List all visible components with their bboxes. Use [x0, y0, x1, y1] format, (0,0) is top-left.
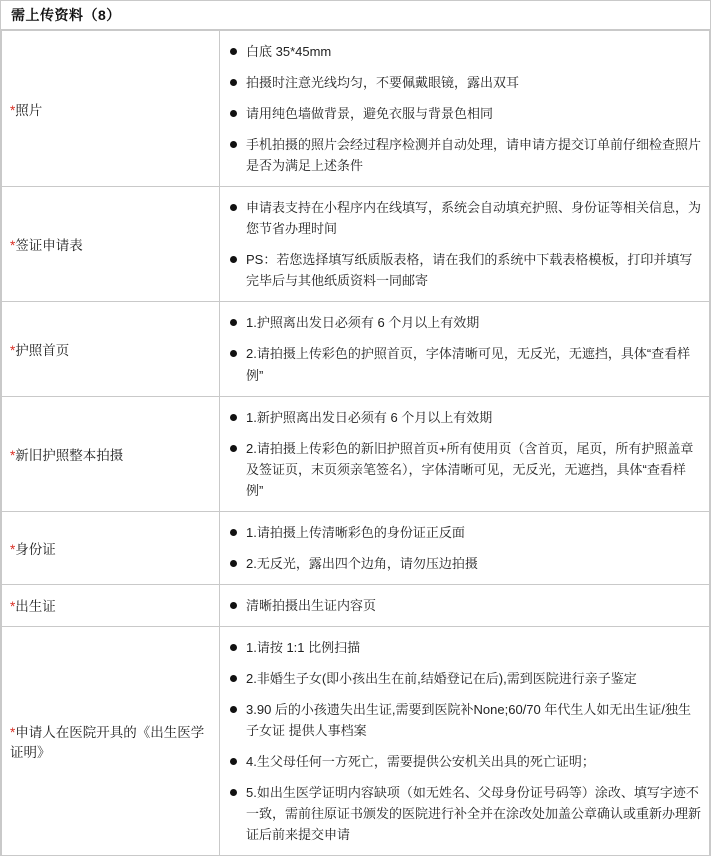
requirement-list: [228, 637, 701, 845]
row-content-photo: [220, 31, 710, 187]
row-content-medical-birth-certificate: [220, 626, 710, 855]
row-content-passport-full-scan: [220, 396, 710, 511]
list-item: PS：若您选择填写纸质版表格，请在我们的系统中下载表格模板，打印并填写完毕后与其他纸质资料一同邮寄: [228, 249, 701, 291]
required-asterisk: *: [10, 447, 16, 463]
list-item: 请用纯色墙做背景，避免衣服与背景色相同: [228, 103, 701, 124]
required-asterisk: *: [10, 238, 16, 254]
list-item: 2.非婚生子女(即小孩出生在前,结婚登记在后),需到医院进行亲子鉴定: [228, 668, 701, 689]
list-item: 1.新护照离出发日必须有 6 个月以上有效期: [228, 407, 701, 428]
list-item: 清晰拍摄出生证内容页: [228, 595, 701, 616]
list-item: 1.护照离出发日必须有 6 个月以上有效期: [228, 312, 701, 333]
required-asterisk: *: [10, 725, 16, 741]
required-asterisk: *: [10, 342, 16, 358]
requirement-list: [228, 407, 701, 501]
list-item: 2.无反光，露出四个边角，请勿压边拍摄: [228, 553, 701, 574]
table-row: [2, 302, 710, 396]
table-row: [2, 626, 710, 855]
required-asterisk: *: [10, 102, 16, 118]
table-row: [2, 511, 710, 584]
row-label-id-card: [2, 511, 220, 584]
label-text: 新旧护照整本拍摄: [15, 447, 124, 463]
panel-header: [1, 0, 710, 30]
row-label-medical-birth-certificate: [2, 626, 220, 855]
table-row: [2, 396, 710, 511]
label-text: 出生证: [15, 599, 56, 615]
row-content-visa-form: [220, 187, 710, 302]
page-title: 需上传资料（8）: [11, 7, 121, 23]
required-asterisk: *: [10, 541, 16, 557]
list-item: 5.如出生医学证明内容缺项（如无姓名、父母身份证号码等）涂改、填写字迹不一致，需前往原证书颁发的医院进行补全并在涂改处加盖公章确认或重新办理新证后前来提交申请: [228, 782, 701, 845]
requirement-list: [228, 197, 701, 291]
requirement-list: [228, 312, 701, 385]
row-label-passport-first-page: [2, 302, 220, 396]
label-text: 护照首页: [15, 342, 70, 358]
list-item: 白底 35*45mm: [228, 41, 701, 62]
requirements-table: [1, 30, 710, 856]
list-item: 1.请按 1:1 比例扫描: [228, 637, 701, 658]
list-item: 手机拍摄的照片会经过程序检测并自动处理，请申请方提交订单前仔细检查照片是否为满足上述条件: [228, 134, 701, 176]
row-content-birth-certificate: [220, 584, 710, 626]
table-row: [2, 31, 710, 187]
label-text: 照片: [15, 102, 43, 118]
list-item: 3.90 后的小孩遗失出生证,需要到医院补None;60/70 年代生人如无出生证/独生子女证 提供人事档案: [228, 699, 701, 741]
requirement-list: [228, 595, 701, 616]
list-item: 2.请拍摄上传彩色的新旧护照首页+所有使用页（含首页，尾页，所有护照盖章及签证页，末页须亲笔签名），字体清晰可见，无反光，无遮挡，具体“查看样例”: [228, 438, 701, 501]
required-asterisk: *: [10, 599, 16, 615]
table-row: [2, 584, 710, 626]
list-item: 2.请拍摄上传彩色的护照首页，字体清晰可见，无反光，无遮挡，具体“查看样例”: [228, 343, 701, 385]
requirement-list: [228, 522, 701, 574]
list-item: 申请表支持在小程序内在线填写，系统会自动填充护照、身份证等相关信息，为您节省办理时间: [228, 197, 701, 239]
label-text: 签证申请表: [15, 238, 83, 254]
table-row: [2, 187, 710, 302]
row-content-passport-first-page: [220, 302, 710, 396]
row-label-birth-certificate: [2, 584, 220, 626]
label-text: 身份证: [15, 541, 56, 557]
row-content-id-card: [220, 511, 710, 584]
row-label-visa-form: [2, 187, 220, 302]
row-label-passport-full-scan: [2, 396, 220, 511]
label-text: 申请人在医院开具的《出生医学证明》: [10, 725, 205, 761]
list-item: 1.请拍摄上传清晰彩色的身份证正反面: [228, 522, 701, 543]
list-item: 4.生父母任何一方死亡，需要提供公安机关出具的死亡证明；: [228, 751, 701, 772]
row-label-photo: [2, 31, 220, 187]
list-item: 拍摄时注意光线均匀，不要佩戴眼镜，露出双耳: [228, 72, 701, 93]
requirement-list: [228, 41, 701, 176]
